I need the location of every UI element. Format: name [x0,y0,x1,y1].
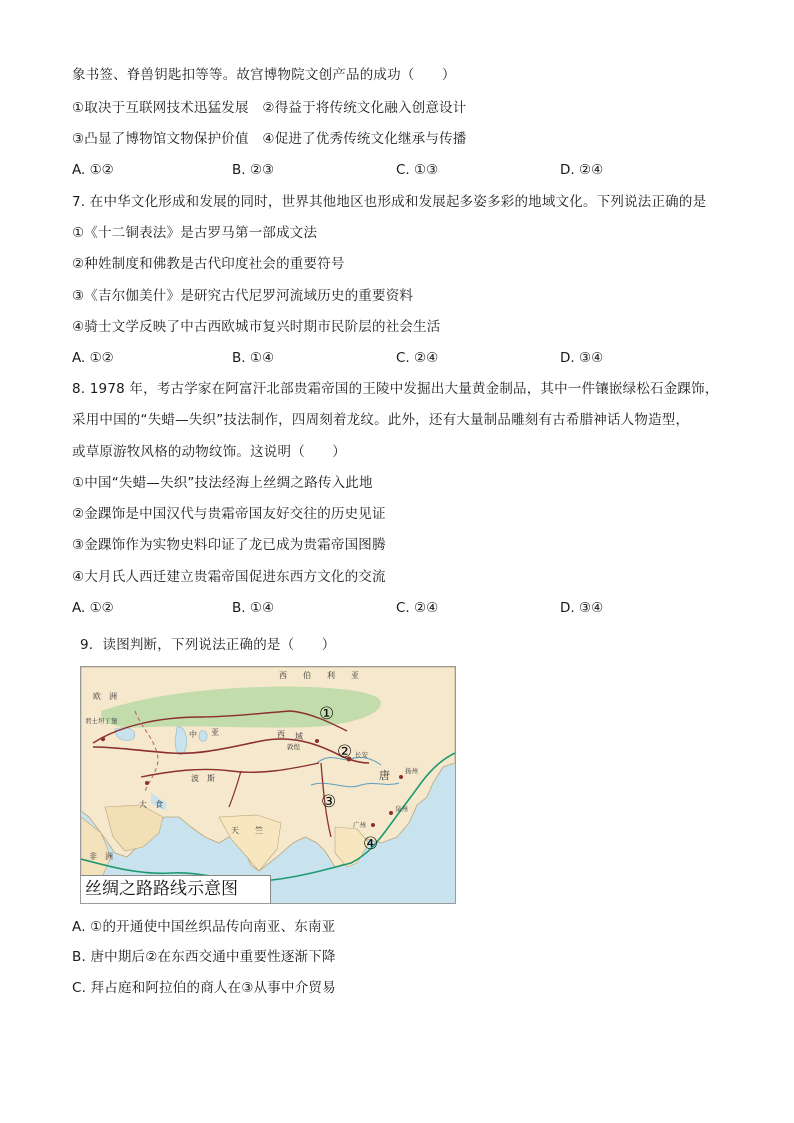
route-marker-1: ① [319,704,335,724]
q8-statement-1: ①中国“失蜡—失织”技法经海上丝绸之路传入此地 [72,475,373,491]
label-yu: 域 [295,732,303,741]
q6-options [72,161,632,179]
label-zhong: 中 [189,730,197,739]
q8-option-a[interactable]: A. ①② [72,600,114,616]
city-dot-quanzhou [389,811,393,815]
label-dunhuang: 敦煌 [287,743,300,751]
route-marker-3: ③ [321,792,337,812]
silk-road-map [80,666,456,904]
q6-option-d[interactable]: D. ②④ [560,162,604,178]
label-quanzhou: 泉州 [395,805,408,813]
city-dot-dunhuang [315,739,319,743]
label-europe: 欧 洲 [93,692,117,701]
city-dot-constantinople [101,737,105,741]
q8-stem-line-2: 采用中国的“失蜡—失织”技法制作，四周刻着龙纹。此外，还有大量制品雕刻有古希腊神话人物造型， [72,412,690,428]
silk-road-map-figure [81,667,455,903]
q8-stem-line-1: 8. 1978 年，考古学家在阿富汗北部贵霜帝国的王陵中发掘出大量黄金制品，其中一件镶嵌绿松石金踝饰， [72,381,719,397]
q7-options [72,349,632,367]
q8-option-c[interactable]: C. ②④ [396,600,439,616]
q7-statement-4: ④骑士文学反映了中古西欧城市复兴时期市民阶层的社会生活 [72,319,441,335]
q7-option-c[interactable]: C. ②④ [396,350,439,366]
label-dashi: 大 食 [139,800,163,809]
q8-statement-3: ③金踝饰作为实物史料印证了龙已成为贵霜帝国图腾 [72,537,386,553]
label-tianzhu: 天 竺 [231,826,263,835]
q8-statement-2: ②金踝饰是中国汉代与贵霜帝国友好交往的历史见证 [72,506,386,522]
q7-statement-3: ③《吉尔伽美什》是研究古代尼罗河流域历史的重要资料 [72,288,414,304]
q8-statement-4: ④大月氏人西迁建立贵霜帝国促进东西方文化的交流 [72,569,386,585]
map-caption: 丝绸之路路线示意图 [81,875,271,903]
label-africa: 非 洲 [89,852,113,861]
city-dot-guangzhou [371,823,375,827]
label-constantinople: 君士坦丁堡 [85,717,118,725]
q8-options [72,599,632,617]
city-dot-baghdad [145,781,149,785]
label-xi: 西 [277,730,285,739]
label-guangzhou: 广州 [353,821,366,829]
label-tang: 唐 [379,769,390,782]
label-siberia: 西 伯 利 亚 [279,671,359,680]
q6-option-c[interactable]: C. ①③ [396,162,439,178]
q7-stem: 7. 在中华文化形成和发展的同时，世界其他地区也形成和发展起多姿多彩的地域文化。下列说法正确的是 [72,194,707,210]
label-changan: 长安 [355,751,368,759]
q9-option-a[interactable]: A. ①的开通使中国丝织品传向南亚、东南亚 [72,919,336,935]
q7-option-d[interactable]: D. ③④ [560,350,604,366]
label-ya: 亚 [211,728,219,737]
q6-stem-tail: 象书签、脊兽钥匙扣等等。故宫博物院文创产品的成功（ ） [72,67,456,83]
q9-option-c[interactable]: C. 拜占庭和阿拉伯的商人在③从事中介贸易 [72,980,336,996]
q8-option-b[interactable]: B. ①④ [232,600,275,616]
route-marker-2: ② [337,742,353,762]
route-marker-4: ④ [363,834,379,854]
q7-statement-2: ②种姓制度和佛教是古代印度社会的重要符号 [72,256,345,272]
q9-stem: 9．读图判断，下列说法正确的是（ ） [80,637,336,653]
label-yangzhou: 扬州 [405,767,418,775]
q6-statement-1-2: ①取决于互联网技术迅猛发展 ②得益于将传统文化融入创意设计 [72,100,467,116]
q9-option-b[interactable]: B. 唐中期后②在东西交通中重要性逐渐下降 [72,949,336,965]
city-dot-yangzhou [399,775,403,779]
q7-statement-1: ①《十二铜表法》是古罗马第一部成文法 [72,225,318,241]
q6-option-b[interactable]: B. ②③ [232,162,275,178]
q8-option-d[interactable]: D. ③④ [560,600,604,616]
q7-option-a[interactable]: A. ①② [72,350,114,366]
q8-stem-line-3: 或草原游牧风格的动物纹饰。这说明（ ） [72,444,346,460]
label-bosi: 波 斯 [191,774,215,783]
q7-option-b[interactable]: B. ①④ [232,350,275,366]
map-aral-sea [199,731,207,742]
q6-statement-3-4: ③凸显了博物馆文物保护价值 ④促进了优秀传统文化继承与传播 [72,131,467,147]
q6-option-a[interactable]: A. ①② [72,162,114,178]
